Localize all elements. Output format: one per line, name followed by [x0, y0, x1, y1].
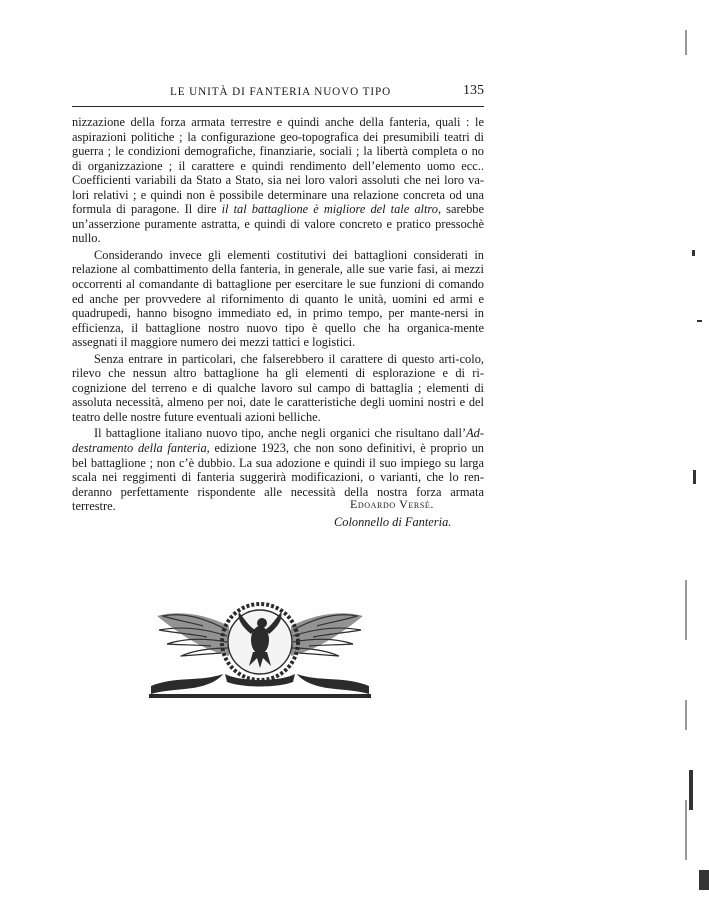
text-line: Senza entrare in particolari, che falserebbero il carattere di questo arti-	[94, 351, 460, 366]
italic-phrase: destramento della fanteria,	[72, 441, 210, 456]
page-number: 135	[463, 83, 484, 98]
left-ribbon	[151, 674, 223, 694]
text-line: formula di paragone. Il dire	[72, 202, 217, 217]
text-line: cognizione del terreno e di qualche lavoro sul campo di battaglia ; elementi di	[72, 380, 484, 395]
text-line: mezzi occorrenti al comandante di battaglione per esercitare le sue funzioni di	[72, 262, 484, 292]
center-ribbon	[225, 674, 295, 687]
article-body	[72, 115, 484, 514]
author-name: Edoardo Versè.	[350, 497, 434, 511]
text-line: nullo.	[72, 231, 101, 246]
text-line: terrestre.	[72, 499, 116, 514]
text-line: armi e quadrupedi, hanno bisogno immediato ed, in primo tempo, per mante-	[72, 291, 484, 321]
text-line: scala nei reggimenti di fanteria suggerirà modificazioni, o varianti, che lo ren-	[72, 470, 484, 485]
winged-eagle-wreath-emblem-icon	[145, 590, 375, 710]
left-wing-shade	[157, 613, 229, 656]
right-wing-shade	[291, 613, 363, 656]
text-line: nizzazione della forza armata terrestre e quindi anche della fanteria, quali : le	[72, 115, 484, 129]
text-line: in relazione al combattimento della fanteria, in generale, alle sue varie fasi, ai	[72, 247, 484, 277]
text-line: lori relativi ; e quindi non è possibile determinare una relazione concreta od una	[72, 187, 484, 202]
edge-mark	[693, 470, 696, 484]
text-line: del teatro delle nostre future eventuali azioni belliche.	[72, 395, 484, 424]
text-line: nersi in efficienza, il battaglione nostro nuovo tipo è quello che ha organica-	[72, 306, 484, 335]
text-line: di organizzazione ; il carattere e quindi rendimento dell’elemento uomo ecc..	[72, 158, 484, 173]
running-head: LE UNITÀ DI FANTERIA NUOVO TIPO	[170, 86, 392, 98]
text-line: mente assegnati il maggiore numero dei mezzi tattici e logistici.	[72, 320, 484, 350]
base-bar	[149, 694, 371, 698]
text-line: aspirazioni politiche ; la configurazione geo-topografica dei presumibili teatri di	[72, 129, 484, 144]
edge-mark	[699, 870, 709, 890]
eagle-head	[257, 618, 267, 628]
paragraph-3	[72, 352, 484, 425]
right-ribbon	[297, 674, 369, 694]
text-line: battaglione ; non c’è dubbio. La sua adozione e quindi il suo impiego su larga	[90, 455, 484, 470]
paragraph-2	[72, 248, 484, 350]
text-line: deranno perfettamente rispondente alle necessità della nostra forza armata	[72, 484, 484, 499]
paragraph-1	[72, 115, 484, 246]
edge-mark	[697, 320, 702, 322]
text-line: guerra ; le condizioni demografiche, finanziarie, sociali ; la libertà completa o no	[72, 144, 484, 159]
italic-phrase: il tal battaglione è migliore del tale altro,	[221, 202, 442, 217]
edge-mark	[689, 770, 693, 810]
scan-edge-marks	[659, 0, 709, 900]
italic-phrase: Ad-	[466, 426, 484, 441]
text-line: Il battaglione italiano nuovo tipo, anche negli organici che risultano dall’	[94, 426, 467, 441]
text-line: Coefficienti variabili da Stato a Stato, sia nei loro valori assoluti che nei loro va-	[72, 173, 484, 188]
text-line: edizione 1923, che non sono definitivi, è proprio un bel	[72, 441, 484, 470]
text-line: colo, rilevo che nessun altro battaglione ha gli elementi di esplorazione e di ri-	[72, 351, 484, 381]
text-line: comando ed anche per provvedere al rifornimento di quanto le unità, uomini ed	[72, 277, 484, 306]
author-title: Colonnello di Fanteria.	[334, 515, 452, 529]
page-header	[72, 84, 484, 102]
text-line: assoluta necessità, almeno per noi, date le caratteristiche degli uomini nostri e	[72, 395, 466, 410]
text-line: Considerando invece gli elementi costitutivi dei battaglioni considerati	[94, 247, 468, 262]
header-rule	[72, 106, 484, 107]
text-line: un’asserzione puramente astratta, e quindi di valore concreto e pratico pressochè	[72, 216, 484, 231]
text-line: sarebbe	[446, 202, 484, 217]
edge-mark	[692, 250, 695, 256]
